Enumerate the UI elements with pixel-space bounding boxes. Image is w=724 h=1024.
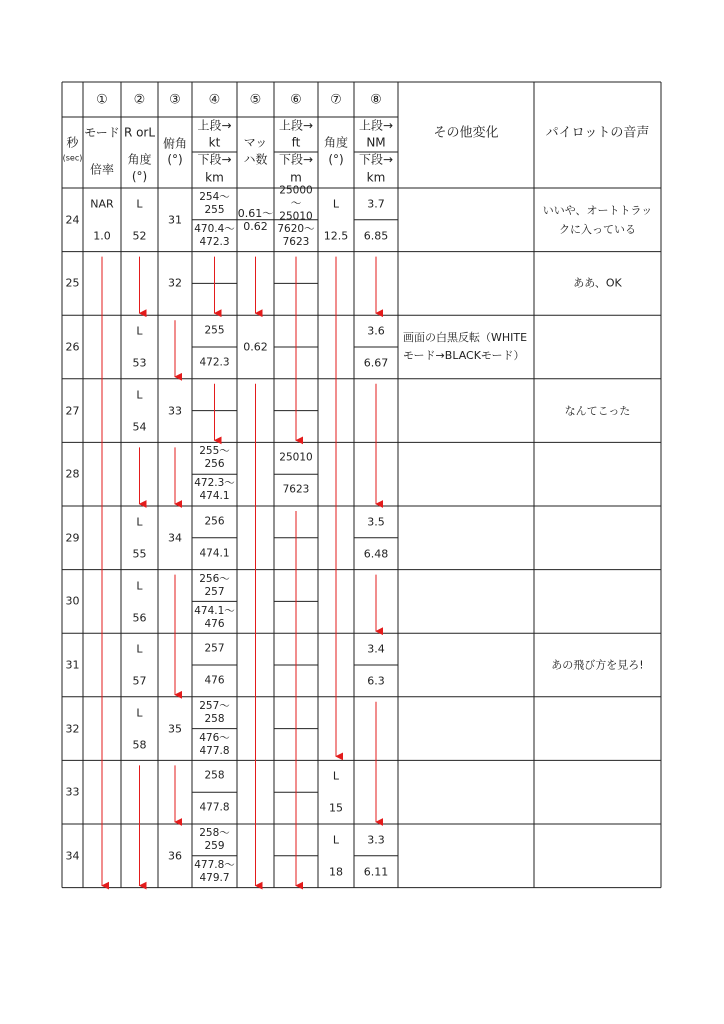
row-m: 7623 (282, 483, 310, 496)
row-km: 472.3 (199, 356, 230, 369)
row-rl: L (136, 579, 143, 593)
row-mach: 0.61～0.62 (237, 206, 274, 233)
header-mach-1: マッ (243, 135, 268, 150)
row-kt: 256 (204, 515, 225, 528)
row-angle-rl: L (332, 833, 340, 847)
header-nm-4: km (366, 170, 386, 185)
row-kt: 254～255 (199, 191, 230, 216)
row-km: 476～477.8 (199, 731, 230, 757)
row-mach: 0.62 (243, 340, 268, 354)
row-rl: L (136, 642, 143, 656)
row-rl: L (136, 515, 143, 529)
header-pilot: パイロットの音声 (545, 125, 650, 141)
row-nm-km: 6.67 (363, 356, 389, 370)
header-ft-4: m (290, 170, 302, 185)
header-mach-2: ハ数 (243, 152, 268, 167)
header-nm-1: 上段→ (358, 118, 394, 133)
row-fukaku: 36 (168, 849, 182, 863)
row-angle: 12.5 (323, 229, 349, 243)
header-kt-1: 上段→ (197, 118, 232, 133)
row-rl-angle: 58 (132, 738, 147, 752)
header-circle-7: ⑦ (330, 92, 342, 108)
row-kt: 258 (204, 769, 225, 782)
header-kt-4: km (205, 170, 224, 185)
header-circle-5: ⑤ (249, 92, 262, 108)
row-m: 7620～7623 (277, 223, 315, 248)
row-sec: 25 (65, 276, 80, 290)
row-pilot: いいや、オートトラックに入っている (542, 203, 653, 236)
header-circle-1: ① (96, 92, 108, 108)
row-kt: 255 (204, 324, 225, 337)
header-fukaku-unit: (°) (167, 152, 183, 167)
row-angle-rl: L (332, 197, 340, 211)
row-ft: 25010 (279, 451, 313, 464)
row-rl-angle: 56 (132, 611, 147, 625)
row-nm: 3.3 (367, 833, 385, 847)
row-nm: 3.4 (367, 642, 385, 656)
header-circle-3: ③ (169, 92, 181, 108)
header-kt-2: kt (208, 135, 221, 150)
row-pilot: ああ、OK (573, 276, 622, 290)
header-scale: 倍率 (89, 162, 115, 177)
row-km: 470.4～472.3 (194, 223, 235, 248)
row-other: 画面の白黒反転（WHITEモード→BLACKモード） (403, 331, 528, 362)
header-circle-6: ⑥ (290, 92, 302, 108)
header-nm-3: 下段→ (358, 152, 394, 167)
row-nm-km: 6.48 (363, 547, 389, 561)
row-km: 474.1 (199, 547, 230, 560)
row-rl-angle: 52 (132, 229, 147, 243)
header-angle-unit: (°) (328, 152, 344, 167)
row-kt: 257 (204, 642, 225, 655)
header-ft-3: 下段→ (278, 152, 314, 167)
row-sec: 24 (65, 213, 80, 227)
row-nm-km: 6.11 (363, 865, 389, 879)
row-sec: 27 (65, 404, 80, 418)
header-ft-2: ft (291, 135, 301, 150)
row-km: 474.1～476 (194, 604, 235, 630)
row-sec: 30 (65, 594, 80, 608)
row-angle-rl: L (332, 769, 340, 783)
row-sec: 29 (65, 531, 80, 545)
header-circle-2: ② (133, 92, 146, 108)
row-fukaku: 33 (168, 404, 182, 418)
row-kt: 258～259 (199, 827, 230, 852)
row-rl: L (136, 197, 143, 211)
row-kt: 256～257 (199, 572, 230, 598)
row-angle: 15 (329, 801, 343, 815)
header-kt-3: 下段→ (197, 152, 232, 167)
row-angle: 18 (329, 865, 343, 879)
row-rl-angle: 57 (132, 674, 147, 688)
row-sec: 31 (65, 658, 80, 672)
header-circle-4: ④ (208, 92, 221, 108)
header-ft-1: 上段→ (278, 118, 314, 133)
row-sec: 28 (65, 467, 80, 481)
row-km: 476 (204, 674, 225, 687)
header-circle-8: ⑧ (370, 92, 382, 108)
row-rl-angle: 55 (132, 547, 147, 561)
row-pilot: なんてこった (564, 404, 631, 418)
row-nm: 3.6 (367, 324, 385, 338)
row-rl: L (136, 388, 143, 402)
row-rl-angle: 53 (132, 356, 147, 370)
row-fukaku: 34 (168, 531, 182, 545)
row-km: 477.8 (199, 801, 230, 814)
header-rorl: R orL (123, 125, 156, 140)
row-km: 472.3～474.1 (194, 477, 235, 503)
row-fukaku: 31 (168, 213, 182, 227)
row-nm: 3.5 (367, 515, 385, 529)
row-nm-km: 6.3 (367, 674, 385, 688)
row-kt: 255～256 (199, 445, 230, 471)
header-other: その他変化 (433, 125, 499, 141)
header-angle: 角度 (323, 135, 349, 150)
row-kt: 257～258 (199, 699, 230, 725)
header-sec-unit: (sec) (62, 153, 83, 163)
row-scale: 1.0 (93, 229, 111, 243)
row-nm: 3.7 (367, 197, 385, 211)
row-sec: 26 (65, 340, 80, 354)
row-rl: L (136, 324, 143, 338)
row-rl-angle: 54 (132, 420, 147, 434)
row-mode: NAR (90, 197, 114, 211)
row-fukaku: 35 (168, 722, 182, 736)
row-pilot: あの飛び方を見ろ! (551, 658, 644, 672)
header-fukaku: 俯角 (162, 136, 188, 151)
row-sec: 33 (65, 785, 80, 799)
row-fukaku: 32 (168, 276, 182, 290)
header-rorl-unit: (°) (131, 169, 148, 184)
row-rl: L (136, 706, 143, 720)
row-km: 477.8～479.7 (194, 859, 235, 884)
row-nm-km: 6.85 (363, 229, 389, 243)
header-sec: 秒 (66, 135, 79, 150)
row-sec: 34 (65, 849, 80, 863)
header-rorl-angle: 角度 (127, 152, 152, 167)
header-mode: モード (84, 125, 120, 140)
header-nm-2: NM (366, 135, 386, 150)
row-ft: 25000～25010 (279, 184, 313, 223)
row-sec: 32 (65, 722, 80, 736)
